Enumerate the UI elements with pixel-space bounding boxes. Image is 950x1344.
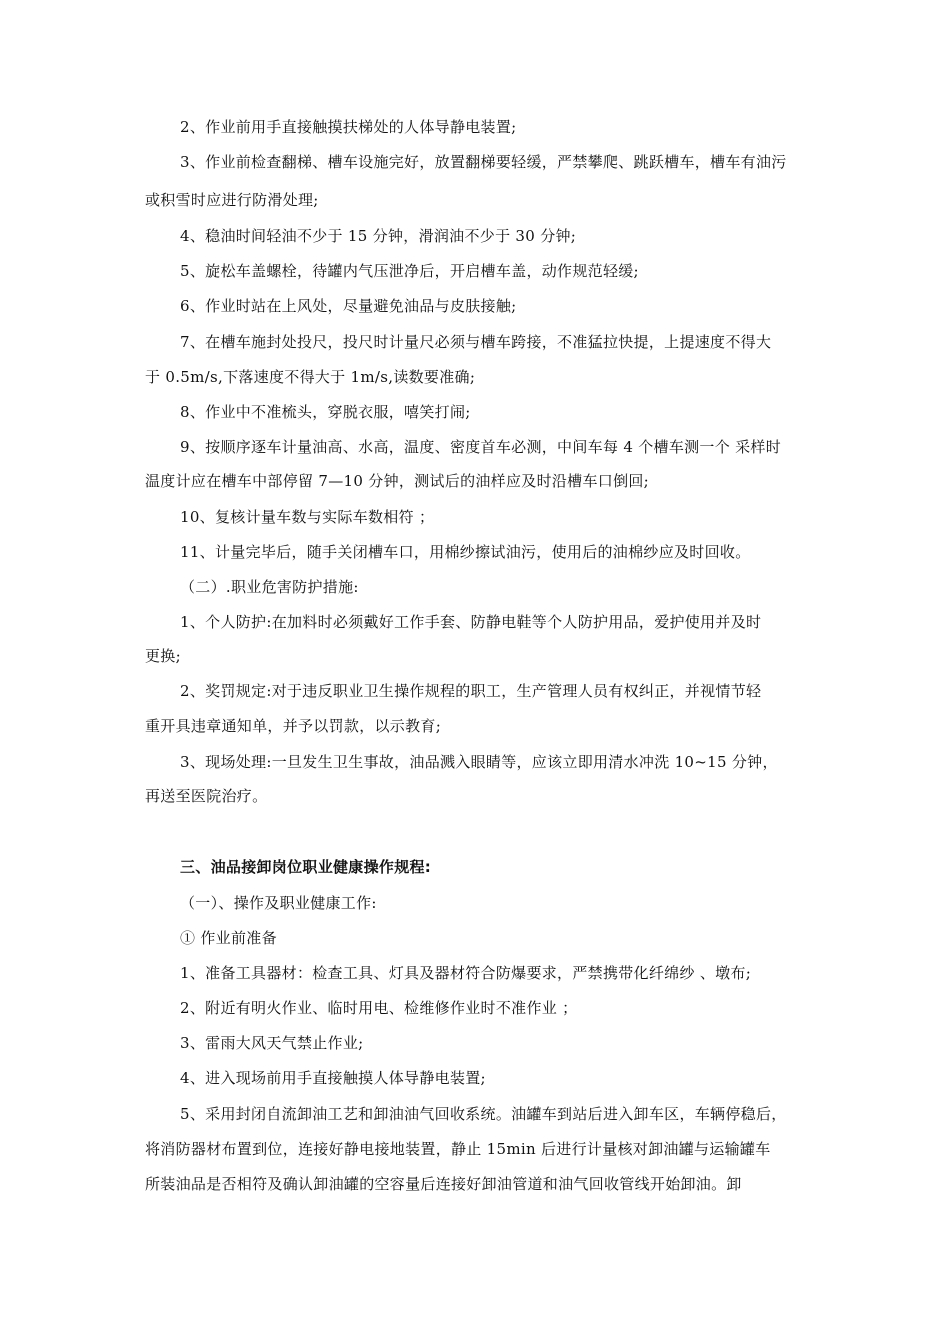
section-heading: 三、油品接卸岗位职业健康操作规程: xyxy=(180,858,432,876)
paragraph-line: 重开具违章通知单，并予以罚款，以示教育; xyxy=(145,717,442,735)
paragraph-line: ① 作业前准备 xyxy=(180,929,277,947)
paragraph-line: 1、个人防护:在加料时必须戴好工作手套、防静电鞋等个人防护用品，爱护使用并及时 xyxy=(180,613,762,631)
paragraph-line: 4、进入现场前用手直接触摸人体导静电装置; xyxy=(180,1069,486,1087)
paragraph-line: 2、附近有明火作业、临时用电、检维修作业时不准作业 ； xyxy=(180,999,578,1017)
paragraph-line: 11、计量完毕后，随手关闭槽车口，用棉纱擦试油污，使用后的油棉纱应及时回收。 xyxy=(180,543,751,561)
paragraph-line: 5、采用封闭自流卸油工艺和卸油油气回收系统。油罐车到站后进入卸车区，车辆停稳后， xyxy=(180,1105,787,1123)
paragraph-line: 3、现场处理:一旦发生卫生事故，油品溅入眼睛等，应该立即用清水冲洗 10~15 分钟， xyxy=(180,753,778,771)
paragraph-line: （二）.职业危害防护措施: xyxy=(180,578,359,596)
paragraph-line: 温度计应在槽车中部停留 7—10 分钟，测试后的油样应及时沿槽车口倒回; xyxy=(145,472,650,490)
paragraph-line: 3、雷雨大风天气禁止作业; xyxy=(180,1034,364,1052)
paragraph-line: 4、稳油时间轻油不少于 15 分钟，滑润油不少于 30 分钟; xyxy=(180,227,577,245)
paragraph-line: 7、在槽车施封处投尺，投尺时计量尺必须与槽车跨接，不准猛拉快提，上提速度不得大 xyxy=(180,333,772,351)
paragraph-line: 2、作业前用手直接触摸扶梯处的人体导静电装置; xyxy=(180,118,517,136)
paragraph-line: （一）、操作及职业健康工作: xyxy=(180,894,377,912)
paragraph-line: 2、奖罚规定:对于违反职业卫生操作规程的职工，生产管理人员有权纠正，并视情节轻 xyxy=(180,682,762,700)
paragraph-line: 8、作业中不准梳头，穿脱衣服，嘻笑打闹; xyxy=(180,403,471,421)
paragraph-line: 3、作业前检查翻梯、槽车设施完好，放置翻梯要轻缓，严禁攀爬、跳跃槽车，槽车有油污 xyxy=(180,153,787,171)
paragraph-line: 所装油品是否相符及确认卸油罐的空容量后连接好卸油管道和油气回收管线开始卸油。卸 xyxy=(145,1175,742,1193)
paragraph-line: 5、旋松车盖螺栓，待罐内气压泄净后，开启槽车盖，动作规范轻缓; xyxy=(180,262,639,280)
paragraph-line: 再送至医院治疗。 xyxy=(145,787,268,805)
paragraph-line: 或积雪时应进行防滑处理; xyxy=(145,191,319,209)
paragraph-line: 6、作业时站在上风处，尽量避免油品与皮肤接触; xyxy=(180,297,517,315)
paragraph-line: 1、准备工具器材：检查工具、灯具及器材符合防爆要求，严禁携带化纤绵纱 、墩布; xyxy=(180,964,752,982)
paragraph-line: 10、复核计量车数与实际车数相符 ； xyxy=(180,508,435,526)
paragraph-line: 于 0.5m/s,下落速度不得大于 1m/s,读数要准确; xyxy=(145,368,476,386)
paragraph-line: 更换; xyxy=(145,647,181,665)
paragraph-line: 将消防器材布置到位，连接好静电接地装置，静止 15min 后进行计量核对卸油罐与运输罐车 xyxy=(145,1140,771,1158)
paragraph-line: 9、按顺序逐车计量油高、水高，温度、密度首车必测，中间车每 4 个槽车测一个 采样时 xyxy=(180,438,781,456)
